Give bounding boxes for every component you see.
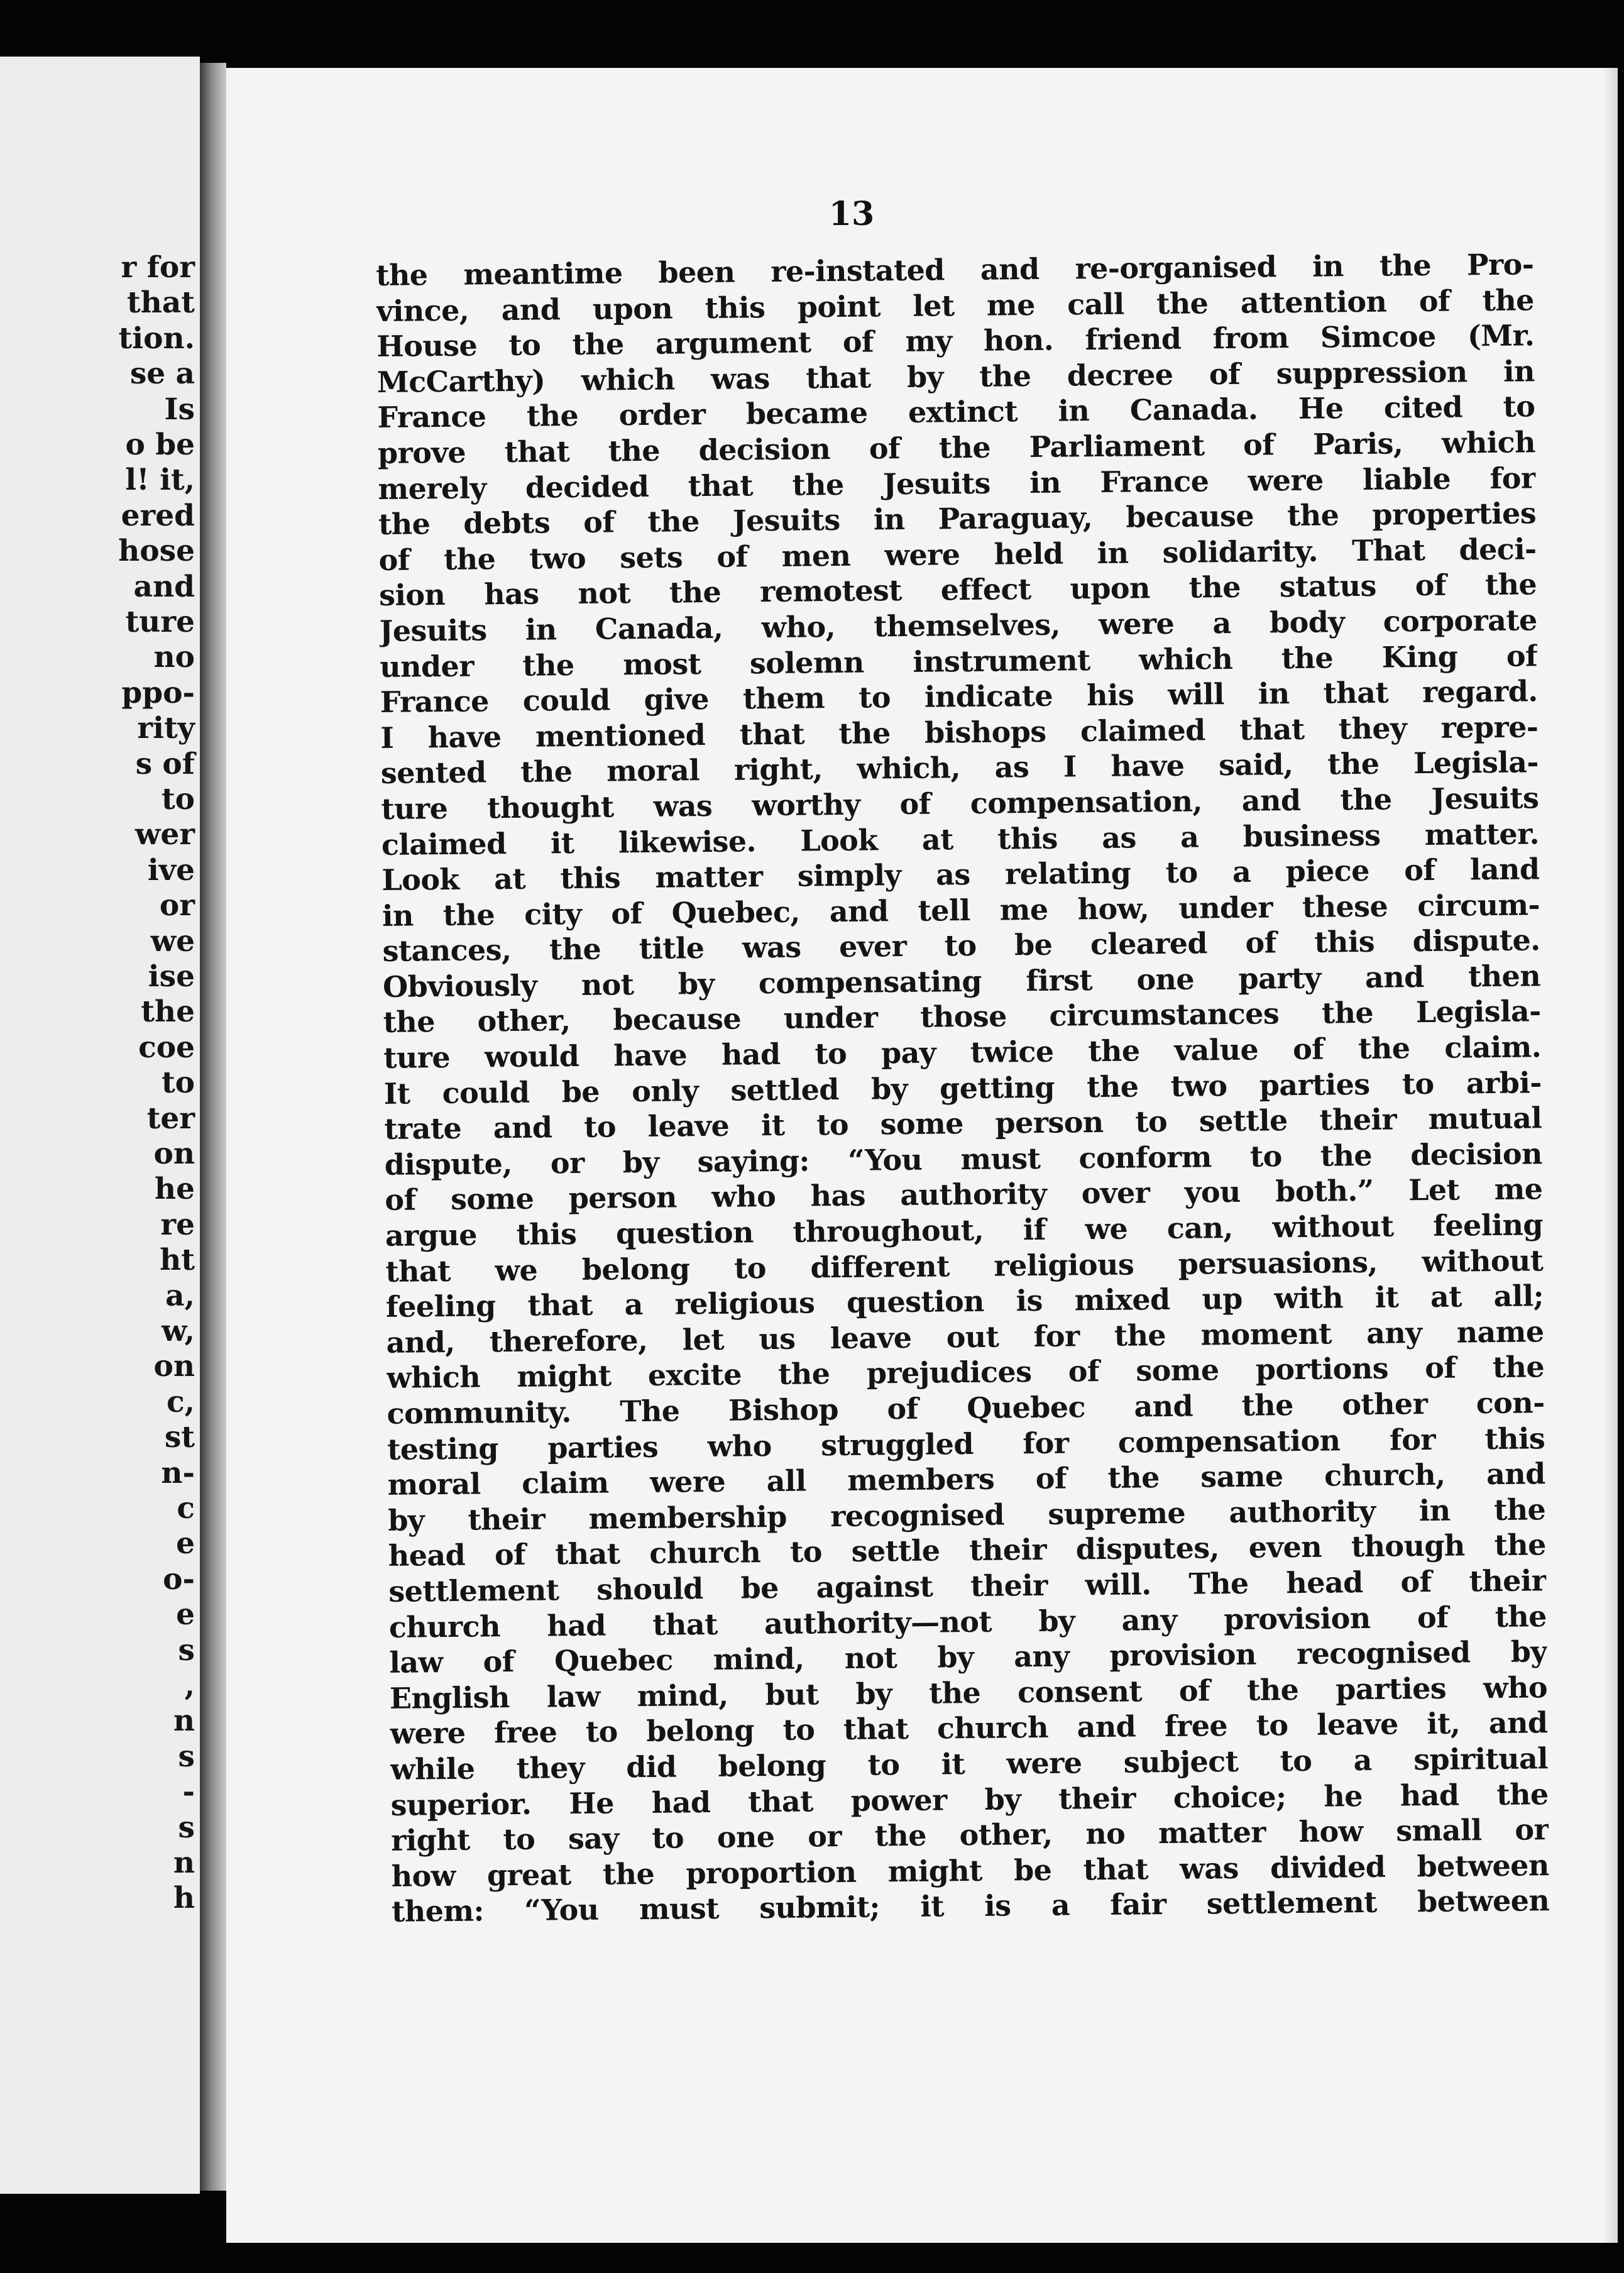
text-line: superior. He had that power by their choice; he had the	[390, 1776, 1549, 1822]
left-page-text-fragment: e	[176, 1597, 195, 1632]
text-line: them: “You must submit; it is a fair settlement between	[391, 1883, 1550, 1929]
left-page-text-fragment: w,	[162, 1314, 195, 1348]
left-page-text-fragment: hose	[118, 534, 195, 569]
text-line: while they did belong to it were subject to a spiritual	[390, 1741, 1549, 1786]
text-line: argue this question throughout, if we can, without feeling	[385, 1208, 1544, 1253]
left-page-text-fragment: ive	[147, 852, 195, 888]
left-page-text-fragment: ,	[184, 1668, 195, 1703]
text-line: by their membership recognised supreme authority in the	[388, 1492, 1546, 1538]
text-line: Look at this matter simply as relating to a piece of land	[381, 852, 1540, 898]
text-line: France could give them to indicate his will in that regard.	[380, 674, 1538, 720]
text-line: of some person who has authority over you both.” Let me	[385, 1172, 1543, 1218]
text-line: I have mentioned that the bishops claimed that they repre-	[380, 710, 1539, 755]
text-line: stances, the title was ever to be cleared of this dispute.	[382, 923, 1540, 969]
text-line: English law mind, but by the consent of the parties who	[389, 1670, 1548, 1715]
text-line: House to the argument of my hon. friend from Simcoe (Mr.	[376, 318, 1535, 364]
left-page-text-fragment: or	[159, 888, 195, 923]
text-line: the other, because under those circumstances the Legisla-	[383, 994, 1541, 1040]
left-page-text-fragment: e	[176, 1526, 195, 1561]
text-line: claimed it likewise. Look at this as a business matter.	[381, 816, 1540, 862]
left-page-text-fragment: s	[178, 1739, 195, 1774]
left-page-text-fragment: o-	[163, 1561, 195, 1597]
text-line: head of that church to settle their disputes, even though the	[388, 1527, 1547, 1573]
left-page-text-fragment: that	[126, 285, 195, 321]
left-page-text-fragment: coe	[138, 1030, 195, 1065]
left-page-text-fragment: he	[154, 1172, 195, 1207]
left-page-text-fragment: a,	[165, 1278, 195, 1313]
book-gutter	[200, 63, 226, 2191]
left-page-text-fragment: se a	[129, 356, 195, 392]
text-line: under the most solemn instrument which the King of	[379, 638, 1538, 684]
text-line: France the order became extinct in Canada. He cited to	[377, 389, 1535, 435]
text-line: testing parties who struggled for compensation for this	[387, 1421, 1545, 1467]
left-page-text-fragment: tion.	[118, 321, 195, 356]
text-line: which might excite the prejudices of some portions of the	[386, 1350, 1545, 1395]
left-page-text-fragment: n-	[161, 1455, 195, 1490]
text-line: vince, and upon this point let me call the attention of the	[376, 282, 1534, 328]
text-line: sion has not the remotest effect upon the status of the	[378, 567, 1537, 613]
page-number: 13	[828, 195, 875, 233]
left-page-text-fragment: ht	[160, 1243, 195, 1278]
left-page-text-fragment: ise	[148, 959, 195, 994]
left-page-text-fragment: c	[177, 1491, 195, 1526]
text-line: were free to belong to that church and free to leave it, and	[390, 1705, 1548, 1751]
text-line: law of Quebec mind, not by any provision recognised by	[389, 1634, 1547, 1680]
left-page-text-fragment: we	[150, 923, 195, 959]
text-line: It could be only settled by getting the two parties to arbi-	[383, 1065, 1542, 1111]
left-page-text-fragment: on	[153, 1136, 195, 1171]
text-line: of the two sets of men were held in solidarity. That deci-	[378, 532, 1537, 577]
left-page-text-fragment: o be	[125, 427, 195, 462]
left-page-text-fragment: s	[178, 1810, 195, 1845]
left-page-text-fragment: ter	[146, 1101, 195, 1136]
text-line: Jesuits in Canada, who, themselves, were a body corporate	[379, 603, 1537, 648]
left-page-text-fragment: rity	[137, 711, 195, 746]
text-line: settlement should be against their will. The head of their	[388, 1563, 1547, 1609]
left-page-fragment	[0, 57, 200, 2194]
left-page-text-fragment: ppo-	[121, 675, 195, 710]
left-page-text-fragment: ered	[121, 498, 195, 533]
left-page-text-fragment: wer	[134, 817, 195, 852]
left-page-text-fragment: s	[178, 1632, 195, 1668]
text-line: right to say to one or the other, no matter how small or	[390, 1812, 1549, 1858]
left-page-text-fragment: the	[141, 994, 195, 1030]
text-line: feeling that a religious question is mixed up with it at all;	[385, 1279, 1544, 1324]
text-line: Obviously not by compensating first one party and then	[382, 959, 1541, 1004]
text-line: dispute, or by saying: “You must conform to the decision	[384, 1136, 1543, 1182]
text-line: that we belong to different religious persuasions, without	[385, 1243, 1544, 1289]
left-page-text-fragment: s of	[135, 746, 195, 781]
left-page-text-fragment: h	[173, 1881, 195, 1916]
left-page-text-fragment: Is	[164, 392, 195, 427]
left-page-text-fragment: n	[173, 1703, 195, 1739]
body-text	[376, 246, 1549, 1929]
left-page-text-fragment: l! it,	[125, 463, 195, 498]
left-page-text-fragment: ture	[125, 605, 195, 639]
text-line: church had that authority—not by any provision of the	[388, 1599, 1547, 1644]
text-line: sented the moral right, which, as I have said, the Legisla-	[380, 745, 1539, 791]
left-page-text-fragment: r for	[121, 250, 195, 285]
text-line: merely decided that the Jesuits in France were liable for	[378, 460, 1536, 506]
text-line: McCarthy) which was that by the decree of suppression in	[376, 354, 1535, 399]
page-edge	[1604, 68, 1618, 2243]
left-page-text-fragment: c,	[167, 1384, 195, 1419]
left-page-text-fragment: no	[153, 640, 195, 675]
text-line: ture thought was worthy of compensation, and the Jesuits	[381, 781, 1539, 826]
text-line: moral claim were all members of the same church, and	[387, 1456, 1545, 1502]
text-line: prove that the decision of the Parliament of Paris, which	[377, 425, 1536, 470]
text-line: how great the proportion might be that was divided between	[391, 1847, 1549, 1893]
text-line: in the city of Quebec, and tell me how, under these circum-	[381, 887, 1540, 933]
text-line: trate and to leave it to some person to settle their mutual	[384, 1101, 1542, 1147]
left-page-text-fragment: st	[164, 1420, 195, 1455]
text-line: community. The Bishop of Quebec and the other con-	[387, 1385, 1545, 1431]
left-page-text-fragment: re	[160, 1207, 195, 1242]
text-line: and, therefore, let us leave out for the moment any name	[386, 1314, 1544, 1360]
left-page-text-fragment: n	[173, 1846, 195, 1880]
left-page-text-fragment: on	[153, 1349, 195, 1384]
left-page-text-fragment: -	[182, 1775, 195, 1810]
left-page-text-fragment: to	[161, 782, 195, 817]
main-page	[226, 68, 1618, 2243]
left-page-text-fragment: and	[133, 569, 195, 604]
text-line: the debts of the Jesuits in Paraguay, because the properties	[378, 496, 1537, 542]
text-line: ture would have had to pay twice the value of the claim.	[383, 1030, 1542, 1076]
left-page-text-fragment: to	[161, 1065, 195, 1101]
text-line: the meantime been re-instated and re-organised in the Pro-	[376, 247, 1534, 292]
